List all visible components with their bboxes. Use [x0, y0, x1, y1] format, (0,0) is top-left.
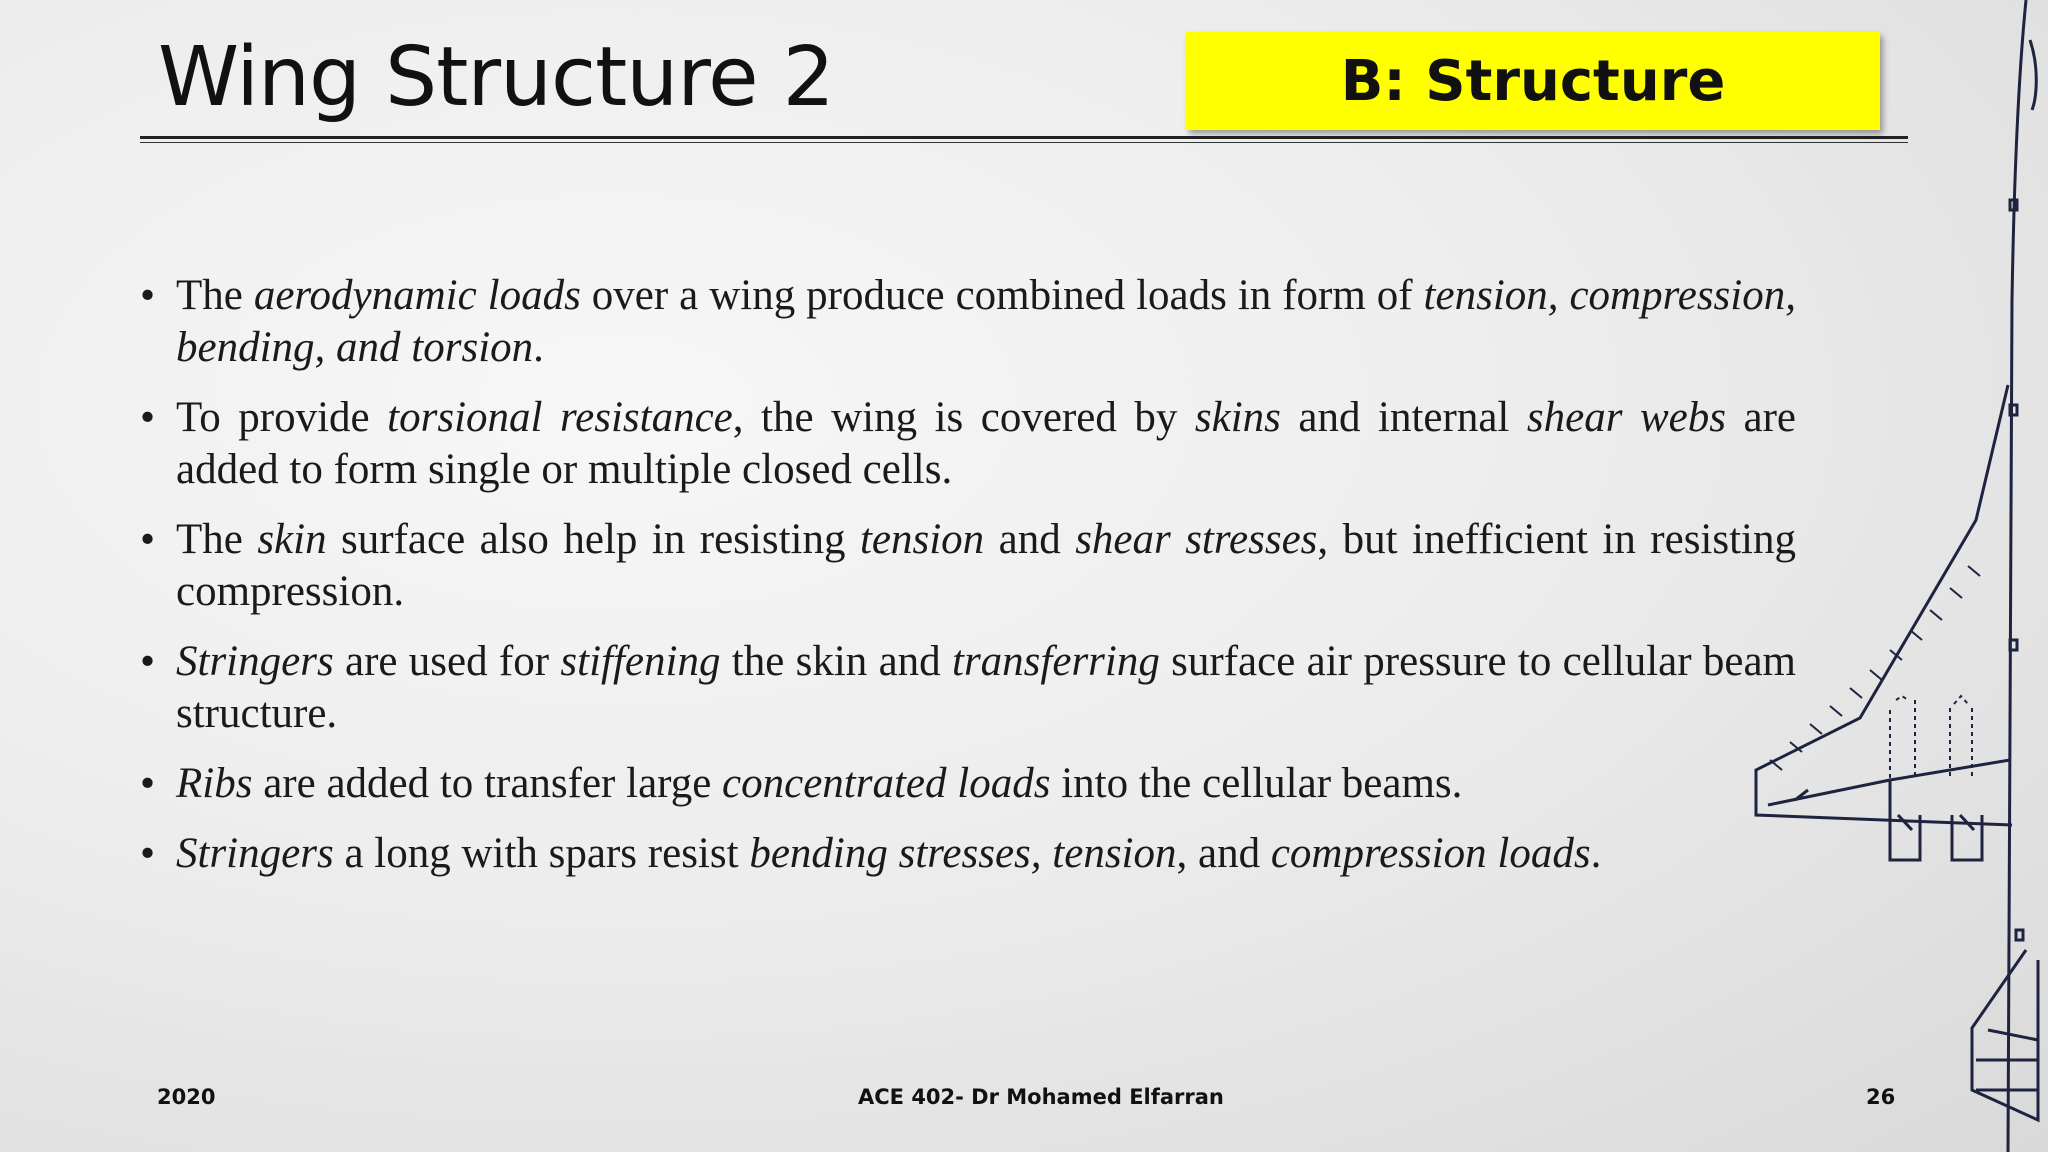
bullet-text: , and [1176, 830, 1271, 877]
bullet-text: over a wing produce combined loads in form of [580, 272, 1424, 319]
bullet-list [140, 270, 1796, 898]
bullet-text: , but inefficient in resisting compression. [176, 516, 1797, 615]
emphasis-text: tension [859, 516, 985, 563]
slide-title: Wing Structure 2 [158, 30, 834, 125]
emphasis-text: skin [257, 516, 327, 563]
title-divider [140, 136, 1908, 139]
bullet-text: are added to transfer large [252, 760, 723, 807]
bullet-item [140, 392, 1796, 496]
emphasis-text: Stringers [176, 830, 334, 877]
bullet-text: , the wing is covered by [732, 394, 1195, 441]
emphasis-text: shear stresses [1075, 516, 1318, 563]
bullet-item [140, 514, 1796, 618]
emphasis-text: bending stresses, tension [749, 830, 1177, 877]
emphasis-text: Stringers [176, 638, 334, 685]
bullet-text: are used for [333, 638, 561, 685]
bullet-text: and [984, 516, 1076, 563]
bullet-text: the skin and [720, 638, 952, 685]
emphasis-text: compression loads [1270, 830, 1591, 877]
emphasis-text: Ribs [176, 760, 253, 807]
footer-course: ACE 402- Dr Mohamed Elfarran [858, 1085, 1224, 1109]
bullet-text: are added to form single or multiple closed cells. [176, 394, 1796, 493]
bullet-item [140, 828, 1796, 880]
emphasis-text: tension, compression, bending, and torsion [176, 272, 1796, 371]
bullet-text: . [1590, 830, 1602, 877]
bullet-text: and internal [1280, 394, 1527, 441]
bullet-text: The [176, 272, 254, 319]
emphasis-text: transferring [952, 638, 1160, 685]
bullet-text: To provide [176, 394, 388, 441]
section-badge: B: Structure [1186, 32, 1880, 130]
footer-page-number: 26 [1866, 1085, 1896, 1109]
emphasis-text: stiffening [560, 638, 721, 685]
bullet-item [140, 636, 1796, 740]
bullet-text: . [533, 324, 544, 371]
emphasis-text: shear webs [1526, 394, 1726, 441]
bullet-item [140, 758, 1796, 810]
bullet-text: surface also help in resisting [326, 516, 860, 563]
emphasis-text: aerodynamic loads [253, 272, 581, 319]
footer-year: 2020 [157, 1085, 216, 1109]
emphasis-text: torsional resistance [387, 394, 733, 441]
bullet-text: a long with spars resist [333, 830, 750, 877]
emphasis-text: concentrated loads [722, 760, 1051, 807]
bullet-text: into the cellular beams. [1050, 760, 1463, 807]
bullet-text: The [176, 516, 258, 563]
bullet-text: surface air pressure to cellular beam structure. [176, 638, 1796, 737]
title-divider-thin [140, 142, 1908, 143]
aircraft-planform-icon [1740, 0, 2048, 1152]
emphasis-text: skins [1194, 394, 1281, 441]
bullet-item [140, 270, 1796, 374]
